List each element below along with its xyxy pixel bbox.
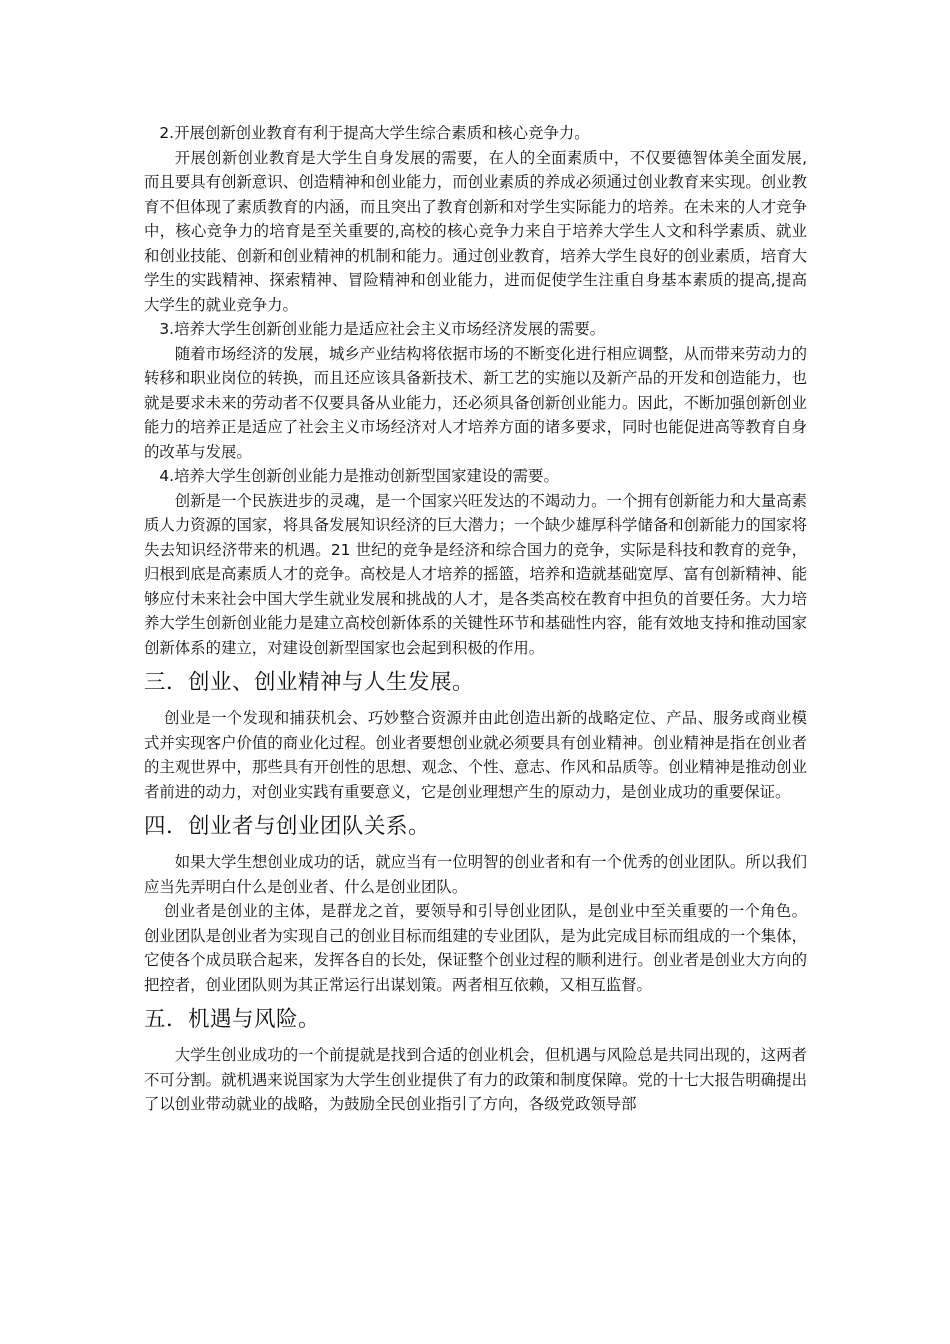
section-5-heading: 五．机遇与风险。 <box>144 1007 321 1032</box>
item-2-body: 开展创新创业教育是大学生自身发展的需要，在人的全面素质中，不仅要德智体美全面发展, 而且要具有创新意识、创造精神和创业能力，而创业素质的养成必须通过创业教育来实现。创业教育不但体现了素质教育的内涵，而且突出了教育创新和对学生实际能力的培养。在未来的人才竞争中，核心竞争力的培育是至关重要的,高校的核心竞争力来自于培养大学生人文和科学素质、就业和创业技能、创新和创业精神的机制和能力。通过创业教育，培养大学生良好的创业素质，培育大学生的实践精神、探索精神、冒险精神和创业能力，进而促使学生注重自身基本素质的提高,提高大学生的就业竞争力。 <box>144 148 807 314</box>
item-4-title: 4.培养大学生创新创业能力是推动创新型国家建设的需要。 <box>159 467 559 485</box>
section-3-heading: 三．创业、创业精神与人生发展。 <box>144 670 475 695</box>
section-4-body-2: 创业者是创业的主体，是群龙之首，要领导和引导创业团队，是创业中至关重要的一个角色。创业团队是创业者为实现自己的创业目标而组建的专业团队，是为此完成目标而组成的一个集体，它使各个成员联合起来，发挥各自的长处，保证整个创业过程的顺利进行。创业者是创业大方向的把控者，创业团队则为其正常运行出谋划策。两者相互依赖，又相互监督。 <box>144 902 807 994</box>
section-5-body: 大学生创业成功的一个前提就是找到合适的创业机会，但机遇与风险总是共同出现的，这两者不可分割。就机遇来说国家为大学生创业提供了有力的政策和制度保障。党的十七大报告明确提出了以创业带动就业的战略，为鼓励全民创业指引了方向，各级党政领导部 <box>144 1046 807 1113</box>
item-3-title: 3.培养大学生创新创业能力是适应社会主义市场经济发展的需要。 <box>159 320 606 338</box>
section-4-body-1: 如果大学生想创业成功的话，就应当有一位明智的创业者和有一个优秀的创业团队。所以我们应当先弄明白什么是创业者、什么是创业团队。 <box>144 853 807 896</box>
item-4-body: 创新是一个民族进步的灵魂，是一个国家兴旺发达的不竭动力。一个拥有创新能力和大量高素质人力资源的国家，将具备发展知识经济的巨大潜力；一个缺少雄厚科学储备和创新能力的国家将失去知识经济带来的机遇。21 世纪的竞争是经济和综合国力的竞争，实际是科技和教育的竞争，归根到底是高素质人才的竞争。高校是人才培养的摇篮，培养和造就基础宽厚、富有创新精神、能够应付未来社会中国大学生就业发展和挑战的人才，是各类高校在教育中担负的首要任务。大力培养大学生创新创业能力是建立高校创新体系的关键性环节和基础性内容，能有效地支持和推动国家创新体系的建立，对建设创新型国家也会起到积极的作用。 <box>144 491 807 657</box>
document-page <box>144 121 807 1117</box>
item-3-body: 随着市场经济的发展，城乡产业结构将依据市场的不断变化进行相应调整，从而带来劳动力的转移和职业岗位的转换，而且还应该具备新技术、新工艺的实施以及新产品的开发和创造能力，也就是要求未来的劳动者不仅要具备从业能力，还必须具备创新创业能力。因此，不断加强创新创业能力的培养正是适应了社会主义市场经济对人才培养方面的诸多要求，同时也能促进高等教育自身 的改革与发展。 <box>144 344 807 461</box>
section-4-heading: 四．创业者与创业团队关系。 <box>144 814 431 839</box>
item-2-title: 2.开展创新创业教育有利于提高大学生综合素质和核心竞争力。 <box>159 124 590 142</box>
section-3-body: 创业是一个发现和捕获机会、巧妙整合资源并由此创造出新的战略定位、产品、服务或商业模式并实现客户价值的商业化过程。创业者要想创业就必须要具有创业精神。创业精神是指在创业者的主观世界中，那些具有开创性的思想、观念、个性、意志、作风和品质等。创业精神是推动创业者前进的动力，对创业实践有重要意义，它是创业理想产生的原动力，是创业成功的重要保证。 <box>144 709 807 801</box>
